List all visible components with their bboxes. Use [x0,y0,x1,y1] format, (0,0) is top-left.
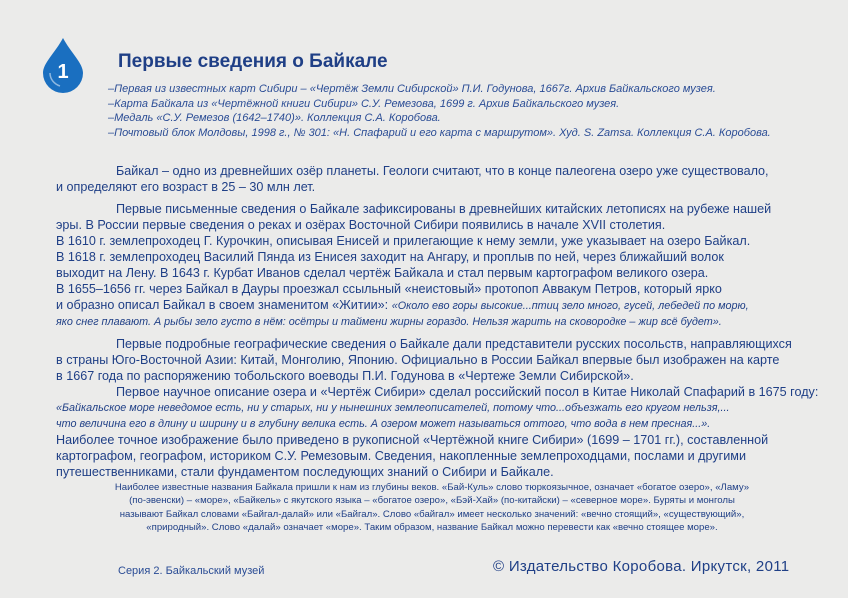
series-label: Серия 2. Байкальский музей [118,565,265,577]
paragraph-line: Первые письменные сведения о Байкале зафиксированы в древнейших китайских летописях на рубеже нашей [116,202,772,216]
paragraph-line: в страны Юго-Восточной Азии: Китай, Монголию, Японию. Официально в России Байкал впервые был изображен на карте [56,353,780,367]
quote-line: «Байкальское море неведомое есть, ни у старых, ни у нынешних землеописателей, потому что...объезжать его кругом нельзя,... [56,402,730,414]
paragraph-text: и образно описал Байкал в своем знаменитом «Житии»: [56,298,392,312]
copyright: © Издательство Коробова. Иркутск, 2011 [493,558,790,575]
main-text [56,163,824,480]
paragraph-line: в 1667 года по распоряжению тобольского воеводы П.И. Годунова в «Чертеже Земли Сибирской». [56,369,634,383]
source-list [108,82,808,140]
note-line: Наиболее известные названия Байкала пришли к нам из глубины веков. «Бай-Куль» слово тюркоязычное, означает «богатое озеро», «Ламу» [114,482,750,493]
quote-line: что величина его в длину и ширину и в глубину велика есть. А озером может называться оттого, что вода в нем пресная...». [56,418,711,430]
names-note [72,481,792,535]
paragraph-line: Наиболее точное изображение было приведено в рукописной «Чертёжной книге Сибири» (1699 – 1701 гг.), составленной [56,433,769,447]
paragraph-line: В 1618 г. землепроходец Василий Пянда из Енисея заходит на Ангару, и проплыв по ней, через ближайший волок [56,250,724,264]
paragraph-line: эры. В России первые сведения о реках и озёрах Восточной Сибири появились в начале XVII столетия. [56,218,666,232]
quote-text: «Около ево горы высокие...птиц зело много, гусей, лебедей по морю, [391,300,749,312]
paragraph-line: Первое научное описание озера и «Чертёж Сибири» сделал российский посол в Китае Николай Спафарий в 1675 году: [116,385,819,399]
paragraph-line: выходит на Лену. В 1643 г. Курбат Иванов сделал чертёж Байкала и стал первым картографом великого озера. [56,266,709,280]
paragraph-line: и определяют его возраст в 25 – 30 млн лет. [56,180,316,194]
paragraph-line: путешественниками, стали фундаментом последующих знаний о Сибири и Байкале. [56,465,554,479]
note-line: называют Байкал словами «Байгал-далай» или «Байгал». Слово «байгал» имеет несколько значений: «вечно стоящий», «существующий», [119,508,745,520]
paragraph-line: Первые подробные географические сведения о Байкале дали представители русских посольств, направляющихся [116,337,792,351]
section-number: 1 [57,61,69,83]
note-line: «природный». Слово «далай» означает «море». Таким образом, название Байкал можно перевести как «вечно стоящее море». [146,522,718,534]
quote-line: яко снег плавают. А рыбы зело густо в нём: осётры и таймени жирны гораздо. Нельзя жарить на сковородке – жир всё будет». [56,316,722,328]
source-item: –Медаль «С.У. Ремезов (1642–1740)». Коллекция С.А. Коробова. [108,112,441,124]
source-item: –Карта Байкала из «Чертёжной книги Сибири» С.У. Ремезова, 1699 г. Архив Байкальского музея. [108,97,620,110]
paragraph-line [56,297,824,314]
source-item: –Первая из известных карт Сибири – «Чертёж Земли Сибирской» П.И. Годунова, 1667г. Архив Байкальского музея. [108,83,716,95]
paragraph-line: Байкал – одно из древнейших озёр планеты. Геологи считают, что в конце палеогена озеро уже существовало, [116,164,769,178]
paragraph-line: В 1610 г. землепроходец Г. Курочкин, описывая Енисей и прилегающие к нему земли, уже указывает на озеро Байкал. [56,234,751,248]
paragraph-line: картографом, географом, историком С.У. Ремезовым. Сведения, накопленные землепроходцами, послами и другими [56,449,747,463]
water-drop-icon [41,37,85,93]
note-line: (по-эвенски) – «море», «Байкель» с якутского языка – «богатое озеро», «Бэй-Хай» (по-китайски) – «северное море». Буряты и монголы [129,495,735,507]
source-item: –Почтовый блок Молдовы, 1998 г., № 301: «Н. Спафарий и его карта с маршрутом». Худ. S. Zamsa. Коллекция С.А. Коробова. [108,126,771,139]
paragraph-line: В 1655–1656 гг. через Байкал в Дауры проезжал ссыльный «неистовый» протопоп Аввакум Петров, который ярко [56,282,722,296]
page-title: Первые сведения о Байкале [118,51,388,72]
